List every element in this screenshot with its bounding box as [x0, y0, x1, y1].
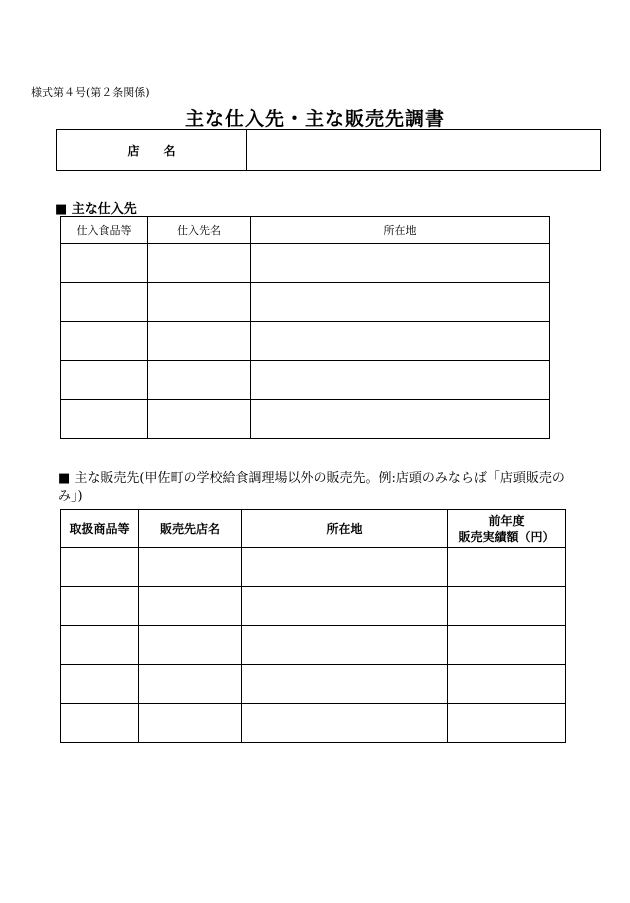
- table-cell[interactable]: [251, 400, 550, 439]
- table-cell[interactable]: [61, 704, 139, 743]
- table-row: [61, 665, 566, 704]
- table-row: [61, 587, 566, 626]
- table-cell[interactable]: [148, 244, 251, 283]
- table-cell[interactable]: [61, 322, 148, 361]
- table-row: [61, 400, 550, 439]
- table-cell[interactable]: [61, 665, 139, 704]
- suppliers-table: [60, 216, 550, 439]
- table-cell[interactable]: [148, 361, 251, 400]
- sales-table: [60, 509, 566, 743]
- table-cell[interactable]: [242, 704, 448, 743]
- suppliers-col-name: 仕入先名: [148, 217, 251, 244]
- shop-name-label: 店 名: [57, 130, 247, 171]
- table-cell[interactable]: [61, 244, 148, 283]
- table-cell[interactable]: [242, 548, 448, 587]
- table-cell[interactable]: [139, 626, 242, 665]
- suppliers-col-address: 所在地: [251, 217, 550, 244]
- table-cell[interactable]: [61, 548, 139, 587]
- table-cell[interactable]: [448, 548, 566, 587]
- table-cell[interactable]: [448, 626, 566, 665]
- table-cell[interactable]: [61, 283, 148, 322]
- table-row: [61, 626, 566, 665]
- table-row: [61, 704, 566, 743]
- table-cell[interactable]: [61, 361, 148, 400]
- table-cell[interactable]: [242, 587, 448, 626]
- table-row: [61, 283, 550, 322]
- table-cell[interactable]: [148, 400, 251, 439]
- sales-col-shop: 販売先店名: [139, 510, 242, 548]
- table-row: [61, 548, 566, 587]
- table-cell[interactable]: [61, 587, 139, 626]
- sales-col-amount-line2: 販売実績額（円）: [458, 529, 555, 544]
- table-cell[interactable]: [242, 626, 448, 665]
- sales-col-address: 所在地: [242, 510, 448, 548]
- shop-name-table: [56, 129, 601, 171]
- sales-col-product: 取扱商品等: [61, 510, 139, 548]
- table-cell[interactable]: [139, 665, 242, 704]
- document-title: 主な仕入先・主な販売先調書: [184, 108, 445, 130]
- table-row: [61, 361, 550, 400]
- table-cell[interactable]: [139, 704, 242, 743]
- table-cell[interactable]: [448, 587, 566, 626]
- table-cell[interactable]: [148, 322, 251, 361]
- sales-heading: ■ 主な販売先(甲佐町の学校給食調理場以外の販売先。例:店頭のみならば「店頭販売のみ」): [58, 471, 565, 504]
- suppliers-heading: ■ 主な仕入先: [55, 202, 137, 217]
- table-cell[interactable]: [448, 665, 566, 704]
- table-cell[interactable]: [61, 400, 148, 439]
- table-cell[interactable]: [139, 587, 242, 626]
- table-cell[interactable]: [448, 704, 566, 743]
- table-cell[interactable]: [148, 283, 251, 322]
- table-row: [61, 244, 550, 283]
- shop-name-field[interactable]: [247, 130, 601, 171]
- sales-col-amount-line1: 前年度: [488, 513, 525, 528]
- table-cell[interactable]: [251, 283, 550, 322]
- table-cell[interactable]: [61, 626, 139, 665]
- sales-col-amount: [448, 510, 566, 548]
- table-cell[interactable]: [251, 244, 550, 283]
- table-row: [61, 322, 550, 361]
- table-cell[interactable]: [251, 322, 550, 361]
- table-cell[interactable]: [251, 361, 550, 400]
- suppliers-col-food: 仕入食品等: [61, 217, 148, 244]
- form-number: 様式第４号(第２条関係): [31, 86, 150, 99]
- table-cell[interactable]: [242, 665, 448, 704]
- table-cell[interactable]: [139, 548, 242, 587]
